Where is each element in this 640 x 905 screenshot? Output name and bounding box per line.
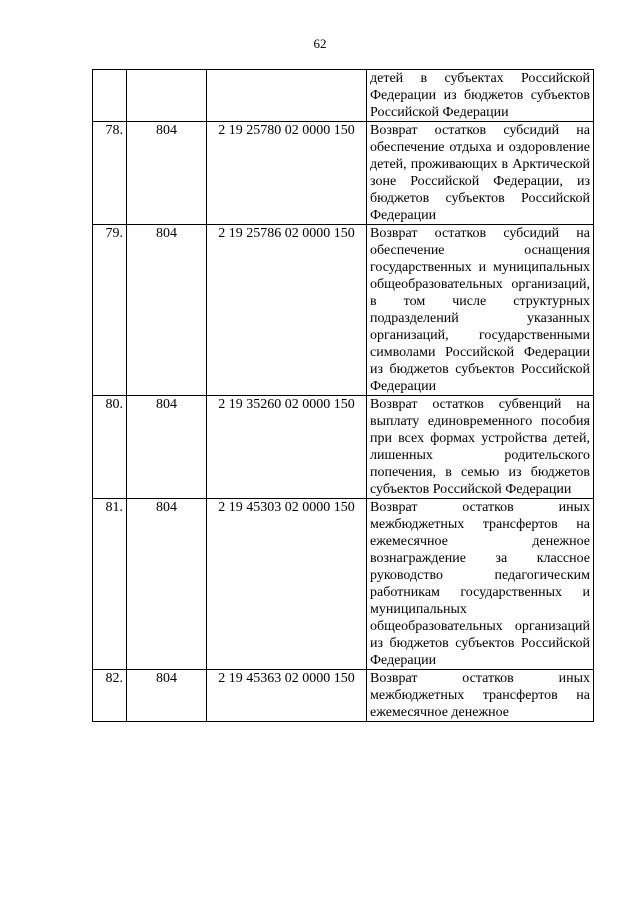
budget-classification-code: 2 19 35260 02 0000 150 [207, 396, 367, 499]
table-row [93, 70, 594, 122]
table-row [93, 499, 594, 670]
budget-classification-code: 2 19 45363 02 0000 150 [207, 670, 367, 722]
admin-code: 804 [127, 122, 207, 225]
revenue-description: Возврат остатков субсидий на обеспечение оснащения государственных и муниципальных общеобразовательных организаций, в том числе структурных подразделений указанных организаций, государственными символами Российской Федерации из бюджетов субъектов Российской Федерации [367, 225, 594, 396]
admin-code: 804 [127, 499, 207, 670]
admin-code: 804 [127, 396, 207, 499]
row-number: 80. [93, 396, 127, 499]
table-row [93, 225, 594, 396]
table-row [93, 396, 594, 499]
revenue-description: Возврат остатков иных межбюджетных трансфертов на ежемесячное денежное [367, 670, 594, 722]
row-number: 78. [93, 122, 127, 225]
row-number [93, 70, 127, 122]
budget-code-table [92, 69, 594, 722]
budget-classification-code: 2 19 45303 02 0000 150 [207, 499, 367, 670]
revenue-description: Возврат остатков иных межбюджетных трансфертов на ежемесячное денежное вознаграждение за классное руководство педагогическим работникам государственных и муниципальных общеобразовательных организаций из бюджетов субъектов Российской Федерации [367, 499, 594, 670]
table-row [93, 122, 594, 225]
budget-classification-code: 2 19 25786 02 0000 150 [207, 225, 367, 396]
row-number: 82. [93, 670, 127, 722]
revenue-description: Возврат остатков субвенций на выплату единовременного пособия при всех формах устройства детей, лишенных родительского попечения, в семью из бюджетов субъектов Российской Федерации [367, 396, 594, 499]
budget-classification-code [207, 70, 367, 122]
revenue-description: детей в субъектах Российской Федерации из бюджетов субъектов Российской Федерации [367, 70, 594, 122]
row-number: 81. [93, 499, 127, 670]
admin-code: 804 [127, 670, 207, 722]
budget-classification-code: 2 19 25780 02 0000 150 [207, 122, 367, 225]
row-number: 79. [93, 225, 127, 396]
page-number: 62 [313, 36, 327, 51]
admin-code: 804 [127, 225, 207, 396]
table-row [93, 670, 594, 722]
revenue-description: Возврат остатков субсидий на обеспечение отдыха и оздоровление детей, проживающих в Арктической зоне Российской Федерации, из бюджетов субъектов Российской Федерации [367, 122, 594, 225]
admin-code [127, 70, 207, 122]
